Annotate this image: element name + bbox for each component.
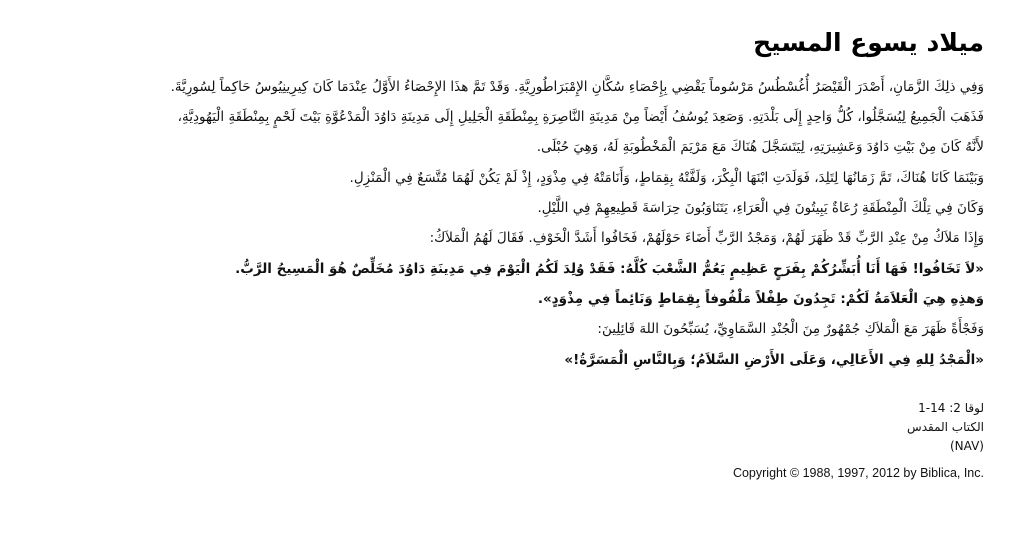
verse-paragraph: لأَنَّهُ كَانَ مِنْ بَيْتِ دَاوُدَ وَعَشِيرَتِهِ، لِيَتَسَجَّلَ هُنَاكَ مَعَ مَرْيَمَ الْمَخْطُوبَةِ لَهُ، وَهِيَ حُبْلَى. bbox=[536, 139, 984, 156]
verse-paragraph: فَذَهَبَ الْجَمِيعُ لِيُسَجَّلُوا، كُلُّ وَاحِدٍ إِلَى بَلْدَتِهِ. وَصَعِدَ يُوسُفُ أَيْضاً مِنْ مَدِينَةِ النَّاصِرَةِ بِمِنْطَقَةِ الْجَلِيلِ إِلَى مَدِينَةِ دَاوُدَ الْمَدْعُوَّةِ بَيْتَ لَحْمٍ بِمِنْطَقَةِ الْيَهُودِيَّةِ، bbox=[177, 109, 984, 126]
page-title: ميلاد يسوع المسيح bbox=[753, 28, 984, 57]
reference-version-name: الكتاب المقدس bbox=[907, 420, 984, 435]
reference-verse-range: 14-1 bbox=[918, 400, 946, 415]
scripture-reference bbox=[40, 399, 984, 457]
verse-paragraph-emphasis: وَهذِهِ هِيَ الْعَلاَمَةُ لَكُمْ: تَجِدُونَ طِفْلاً مَلْفُوفاً بِقِمَاطٍ وَنَائِماً فِي مِذْوَدٍ». bbox=[537, 290, 984, 307]
verse-paragraph-emphasis: «الْمَجْدُ لِلهِ فِي الأَعَالِي، وَعَلَى الأَرْضِ السَّلاَمُ؛ وَبِالنَّاسِ الْمَسَرَّةُ!» bbox=[564, 351, 984, 368]
copyright-notice: Copyright © 1988, 1997, 2012 by Biblica, Inc. bbox=[732, 466, 984, 481]
verse-paragraph: وَبَيْنَمَا كَانَا هُنَاكَ، تَمَّ زَمَانُهَا لِتَلِدَ، فَوَلَدَتِ ابْنَهَا الْبِكْرَ، وَلَفَّتْهُ بِقِمَاطٍ، وَأَنَامَتْهُ فِي مِذْوَدٍ، إِذْ لَمْ يَكُنْ لَهُمَا مُتَّسَعٌ فِي الْمَنْزِلِ. bbox=[349, 169, 984, 186]
verse-paragraph: وَفِي ذلِكَ الزَّمَانِ، أَصْدَرَ الْقَيْصَرُ أُغُسْطُسُ مَرْسُوماً يَقْضِي بِإِحْصَاءِ سُكَّانِ الإِمْبَرَاطُورِيَّةِ. وَقَدْ تَمَّ هذَا الإِحْصَاءُ الأَوَّلُ عِنْدَمَا كَانَ كِيرِينِيُوسُ حَاكِماً لِسُورِيَّةَ. bbox=[170, 78, 984, 95]
verse-paragraph: وَفَجْأَةً ظَهَرَ مَعَ الْمَلاَكِ جُمْهُورٌ مِنَ الْجُنْدِ السَّمَاوِيِّ، يُسَبِّحُونَ اللهَ قَائِلِينَ: bbox=[597, 321, 984, 338]
reference-book-label: لوقا 2: bbox=[949, 400, 984, 415]
verse-paragraph-emphasis: «لاَ تَخَافُوا! فَهَا أَنَا أُبَشِّرُكُمْ بِفَرَحٍ عَظِيمٍ يَعُمُّ الشَّعْبَ كُلَّهُ: فَقَدْ وُلِدَ لَكُمُ الْيَوْمَ فِي مَدِينَةِ دَاوُدَ مُخَلِّصٌ هُوَ الْمَسِيحُ الرَّبُّ. bbox=[235, 260, 984, 277]
reference-book-chapter bbox=[40, 399, 984, 418]
reference-version-abbr: (NAV) bbox=[950, 439, 984, 454]
verse-paragraph: وَكَانَ فِي تِلْكَ الْمِنْطَقَةِ رُعَاةٌ يَبِيتُونَ فِي الْعَرَاءِ، يَتَنَاوَبُونَ حِرَاسَةَ قَطِيعِهِمْ فِي اللَّيْلِ. bbox=[537, 200, 984, 216]
scripture-body bbox=[40, 74, 984, 373]
verse-paragraph: وَإِذَا مَلاَكُ مِنْ عِنْدِ الرَّبِّ قَدْ ظَهَرَ لَهُمْ، وَمَجْدُ الرَّبِّ أَضَاءَ حَوْلَهُمْ، فَخَافُوا أَشَدَّ الْخَوْفِ. فَقَالَ لَهُمُ الْمَلاَكُ: bbox=[429, 230, 984, 247]
